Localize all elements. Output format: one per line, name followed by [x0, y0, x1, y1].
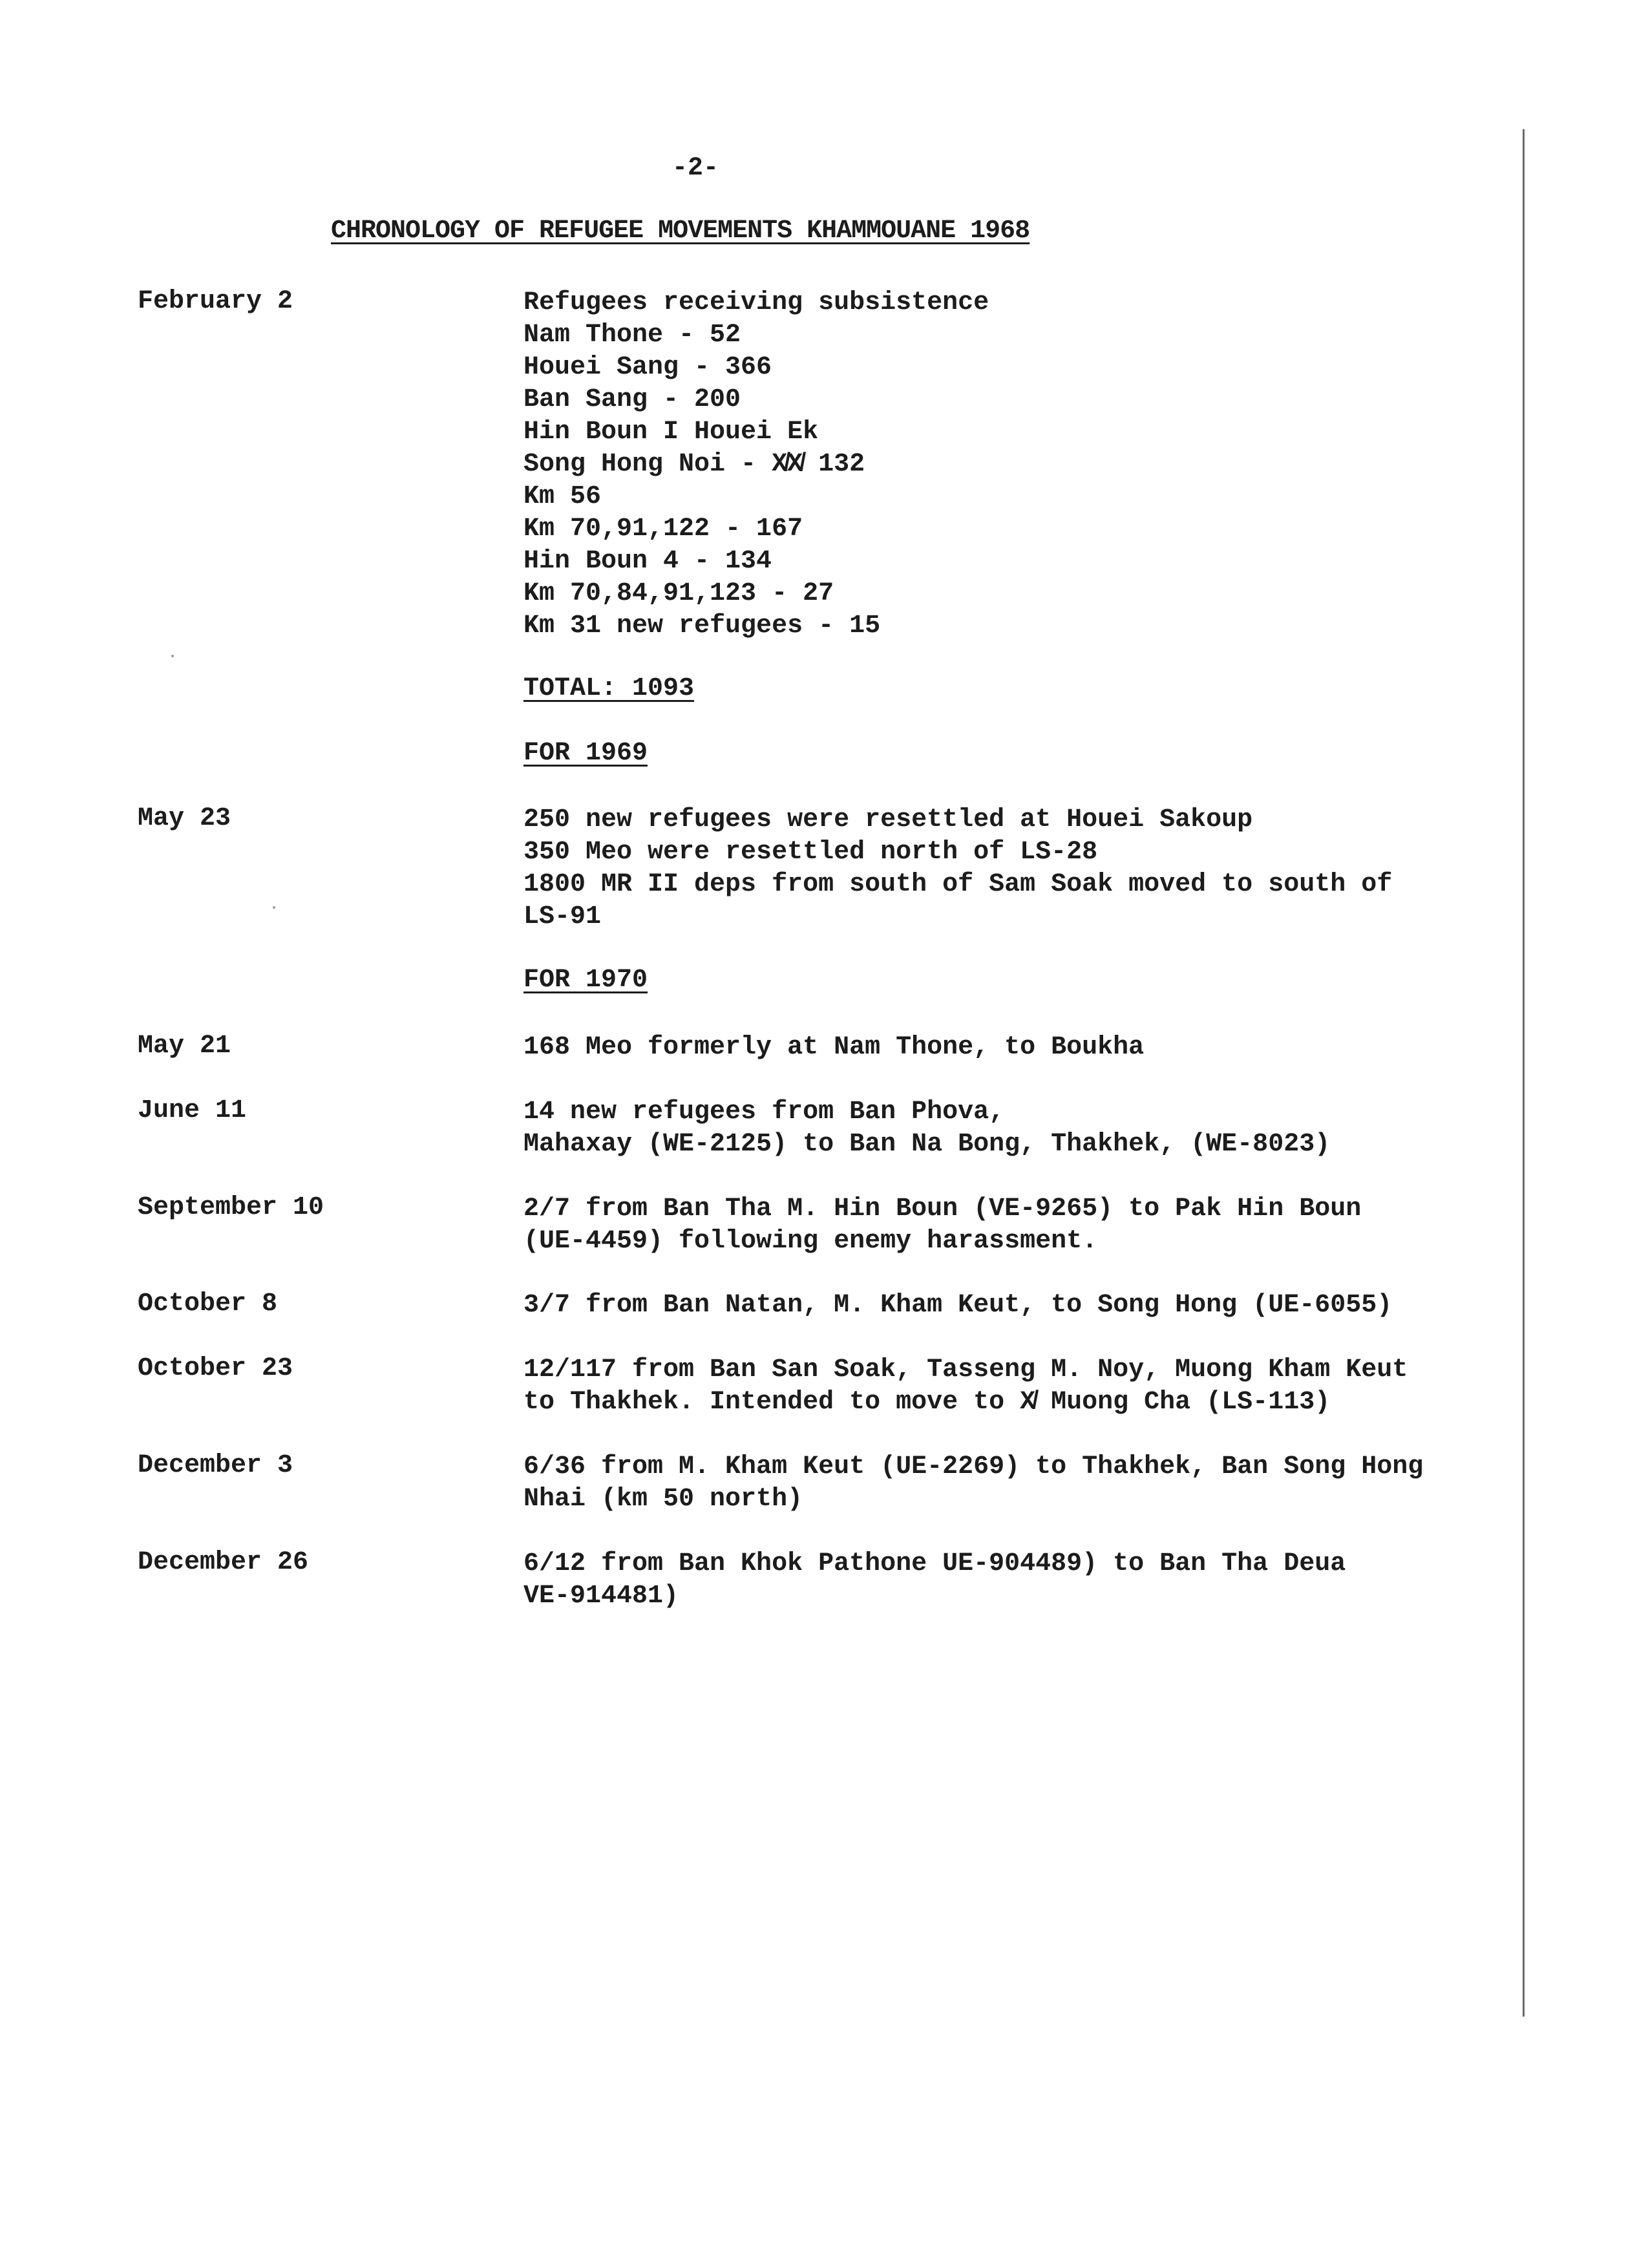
entry-line: Nhai (km 50 north)	[523, 1485, 803, 1514]
entry-line: Hin Boun I Houei Ek	[523, 418, 819, 447]
entry-date: October 8	[138, 1289, 278, 1319]
entry-line: LS-91	[523, 902, 602, 931]
entry-description	[523, 1032, 1144, 1064]
entry-line: Km 70,84,91,123 - 27	[523, 579, 834, 608]
entry-line: 250 new refugees were resettled at Houei Sakoup	[523, 805, 1253, 834]
entry-line: Hin Boun 4 - 134	[523, 547, 772, 576]
entry-description	[523, 1289, 1392, 1322]
entry-line: 1800 MR II deps from south of Sam Soak moved to south of	[523, 870, 1393, 899]
entry-date: June 11	[138, 1096, 247, 1125]
entry-line: to Thakhek. Intended to move to X̸ Muong Cha (LS-113)	[523, 1388, 1331, 1417]
entry-date: May 21	[138, 1032, 231, 1061]
entry-line: 6/12 from Ban Khok Pathone UE-904489) to Ban Tha Deua	[523, 1549, 1346, 1578]
entry-line: Refugees receiving subsistence	[523, 288, 989, 317]
page-number: -2-	[672, 154, 719, 183]
entry-line: Km 70,91,122 - 167	[523, 514, 803, 544]
section-heading-1969: FOR 1969	[523, 739, 648, 768]
entry-line: Km 56	[523, 482, 602, 511]
entry-line: VE-914481)	[523, 1582, 679, 1611]
entry-date: October 23	[138, 1354, 293, 1383]
entry-date: September 10	[138, 1193, 324, 1222]
entry-line: (UE-4459) following enemy harassment.	[523, 1227, 1098, 1256]
entry-line: 168 Meo formerly at Nam Thone, to Boukha	[523, 1033, 1145, 1062]
right-margin-rule	[1523, 129, 1525, 2017]
entry-date: May 23	[138, 804, 231, 833]
entry-line: 2/7 from Ban Tha M. Hin Boun (VE-9265) to Pak Hin Boun	[523, 1194, 1362, 1224]
entry-description	[523, 1354, 1408, 1419]
entry-line: Km 31 new refugees - 15	[523, 611, 881, 641]
entry-line: Houei Sang - 366	[523, 353, 772, 382]
entry-description	[523, 1451, 1423, 1516]
entry-date: December 26	[138, 1548, 309, 1577]
entry-date: February 2	[138, 287, 293, 316]
entry-description	[523, 1548, 1346, 1613]
total-heading: TOTAL: 1093	[523, 674, 695, 703]
entry-line: 6/36 from M. Kham Keut (UE-2269) to Thakhek, Ban Song Hong	[523, 1452, 1424, 1481]
entry-line: 3/7 from Ban Natan, M. Kham Keut, to Song Hong (UE-6055)	[523, 1291, 1393, 1320]
entry-line: 12/117 from Ban San Soak, Tasseng M. Noy, Muong Kham Keut	[523, 1355, 1408, 1384]
entry-date: December 3	[138, 1451, 293, 1480]
entry-line: Mahaxay (WE-2125) to Ban Na Bong, Thakhek, (WE-8023)	[523, 1130, 1331, 1159]
section-heading-1970: FOR 1970	[523, 966, 648, 995]
entry-line: Nam Thone - 52	[523, 321, 741, 350]
entry-description	[523, 1193, 1361, 1258]
entry-description	[523, 1096, 1330, 1161]
entry-line: 350 Meo were resettled north of LS-28	[523, 838, 1098, 867]
entry-description	[523, 287, 989, 642]
scan-speck	[171, 655, 174, 657]
entry-line: Song Hong Noi - X̸X̸ 132	[523, 450, 865, 479]
document-title: CHRONOLOGY OF REFUGEE MOVEMENTS KHAMMOUANE 1968	[331, 217, 1030, 246]
entry-description	[523, 804, 1392, 933]
scan-speck	[273, 906, 275, 909]
entry-line: 14 new refugees from Ban Phova,	[523, 1097, 1005, 1127]
entry-line: Ban Sang - 200	[523, 385, 741, 414]
